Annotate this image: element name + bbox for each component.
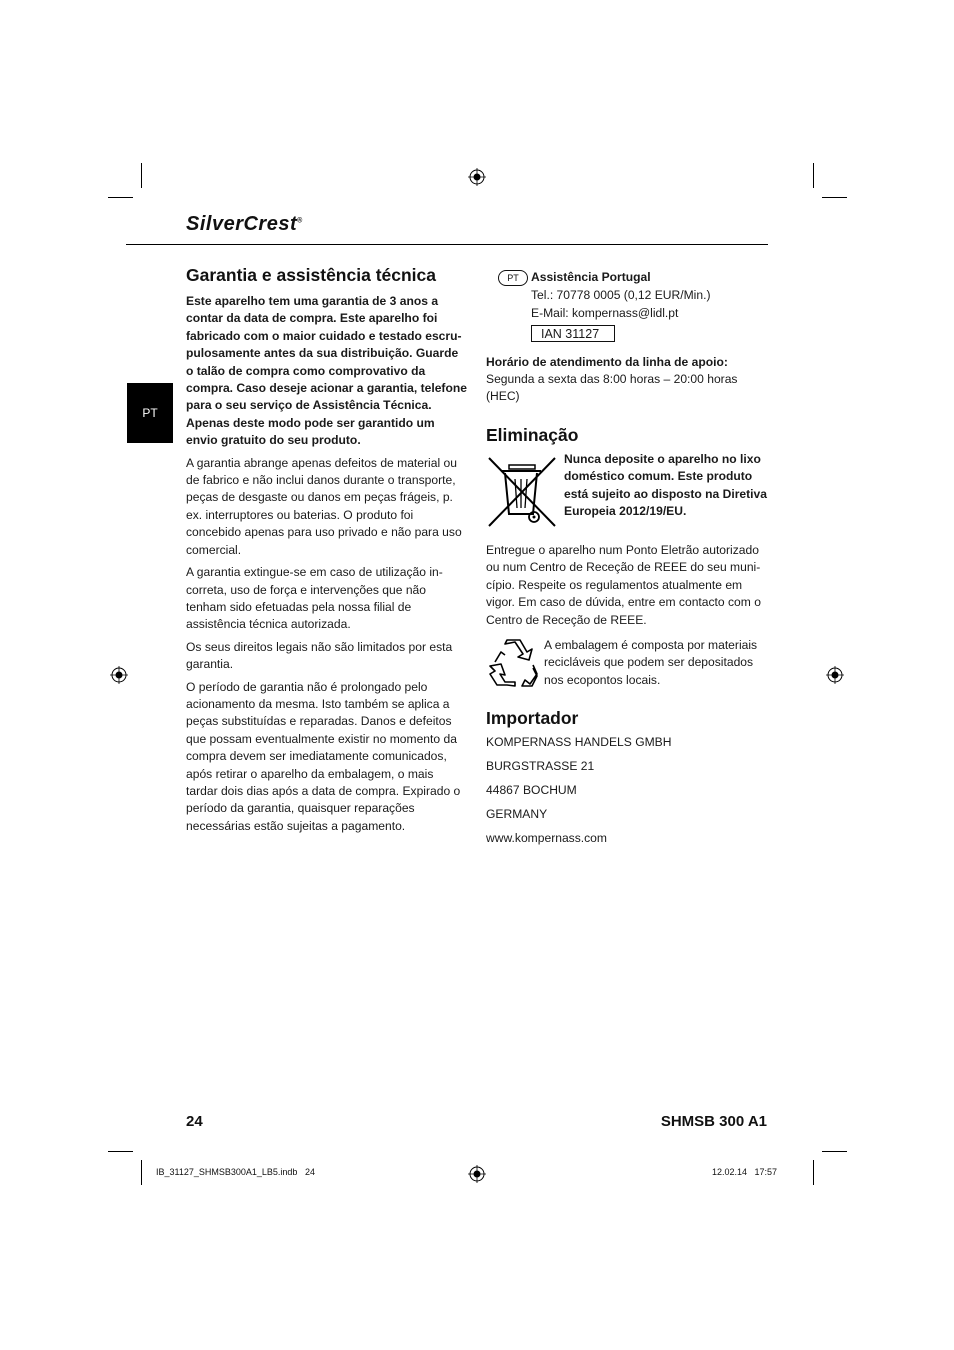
importer-line: 44867 BOCHUM: [486, 783, 577, 797]
importer-line: KOMPERNASS HANDELS GMBH: [486, 735, 672, 749]
service-title: Assistência Portugal: [531, 270, 651, 284]
importer-line: GERMANY: [486, 807, 548, 821]
hours-label: Horário de atendimento da linha de apoio:: [486, 355, 728, 369]
registration-mark-icon: [110, 666, 128, 684]
crop-mark: [813, 163, 814, 188]
model-number: SHMSB 300 A1: [660, 1113, 767, 1130]
service-tel: Tel.: 70778 0005 (0,12 EUR/Min.): [531, 288, 711, 302]
crop-mark: [141, 163, 142, 188]
registration-mark-icon: [826, 666, 844, 684]
packaging-text: A embalagem é composta por materiais recicláveis que podem ser depositados nos ecopontos locais.: [544, 638, 758, 687]
disposal-paragraph: Entregue o aparelho num Ponto Eletrão autorizado ou num Centro de Receção de REEE do seu município. Respeite os regulamentos atualmente em vigor. Em caso de dúvida, entre em contacto com o Centro de Receção de REEE.: [486, 543, 761, 627]
warranty-section: [186, 264, 468, 840]
header-rule: [126, 244, 768, 245]
print-datetime: 12.02.14 17:57: [711, 1167, 777, 1177]
crop-mark: [141, 1160, 142, 1185]
disposal-heading: Eliminação: [486, 425, 579, 445]
warranty-paragraph: A garantia extingue-se em caso de utilização incorreta, uso de força e intervenções que não tenham sido efetuadas pela nossa filial de assistência técnica autorizada.: [186, 565, 443, 632]
warranty-intro: Este aparelho tem uma garantia de 3 anos a contar da data de compra. Este aparelho foi fabricado com o maior cuidado e testado escrupulosamente antes da sua distribuição. Guarde o talão de compra como comprovativo da compra. Caso deseje acionar a garantia, telefone para o seu serviço de Assistência Técnica. Apenas deste modo pode ser garantido um envio gratuito do seu produto.: [186, 294, 467, 448]
importer-website: www.kompernass.com: [486, 831, 607, 845]
warranty-paragraph: A garantia abrange apenas defeitos de material ou de fabrico e não inclui danos durante o transporte, peças de desgaste ou danos em peças frágeis, p. ex. interruptores ou baterias. O produto foi concebido apenas para uso privado e não para uso comercial.: [186, 455, 462, 557]
warranty-heading: Garantia e assistência técnica: [186, 265, 436, 285]
crop-mark: [822, 1151, 847, 1152]
crop-mark: [108, 197, 133, 198]
language-tab: PT: [127, 383, 173, 443]
warranty-paragraph: O período de garantia não é prolongado pelo acionamento da mesma. Isto também se aplica a peças substituídas e reparadas. Danos e defeitos que possam eventualmente existir no momento da compra devem ser imediatamente comunicados, após retirar o aparelho da embalagem, o mais tardar dois dias após a data de compra. Expirado o período da garantia, quaisquer reparações necessárias estão sujeitas a pagamento.: [186, 679, 461, 833]
crop-mark: [813, 1160, 814, 1185]
service-email: E-Mail: kompernass@lidl.pt: [531, 306, 679, 320]
recycle-icon: [487, 638, 539, 688]
crop-mark: [822, 197, 847, 198]
country-badge: PT: [498, 270, 528, 286]
brand-logo: SilverCrest®: [186, 213, 303, 235]
crop-mark: [108, 1151, 133, 1152]
file-slug: IB_31127_SHMSB300A1_LB5.indb 24: [156, 1167, 315, 1177]
ian-box: IAN 31127: [531, 325, 615, 342]
importer-heading: Importador: [486, 708, 579, 728]
page-number: 24: [186, 1113, 203, 1130]
crossed-bin-icon: [487, 456, 557, 529]
warranty-paragraph: Os seus direitos legais não são limitados por esta garantia.: [186, 639, 453, 672]
hours-value: Segunda a sexta das 8:00 horas – 20:00 horas (HEC): [486, 372, 738, 404]
importer-line: BURGSTRASSE 21: [486, 759, 595, 773]
registration-mark-icon: [468, 1165, 486, 1183]
disposal-warning: Nunca deposite o aparelho no lixo doméstico comum. Este produto está sujeito ao disposto na Diretiva Europeia 2012/19/EU.: [564, 452, 767, 519]
registration-mark-icon: [468, 168, 486, 186]
